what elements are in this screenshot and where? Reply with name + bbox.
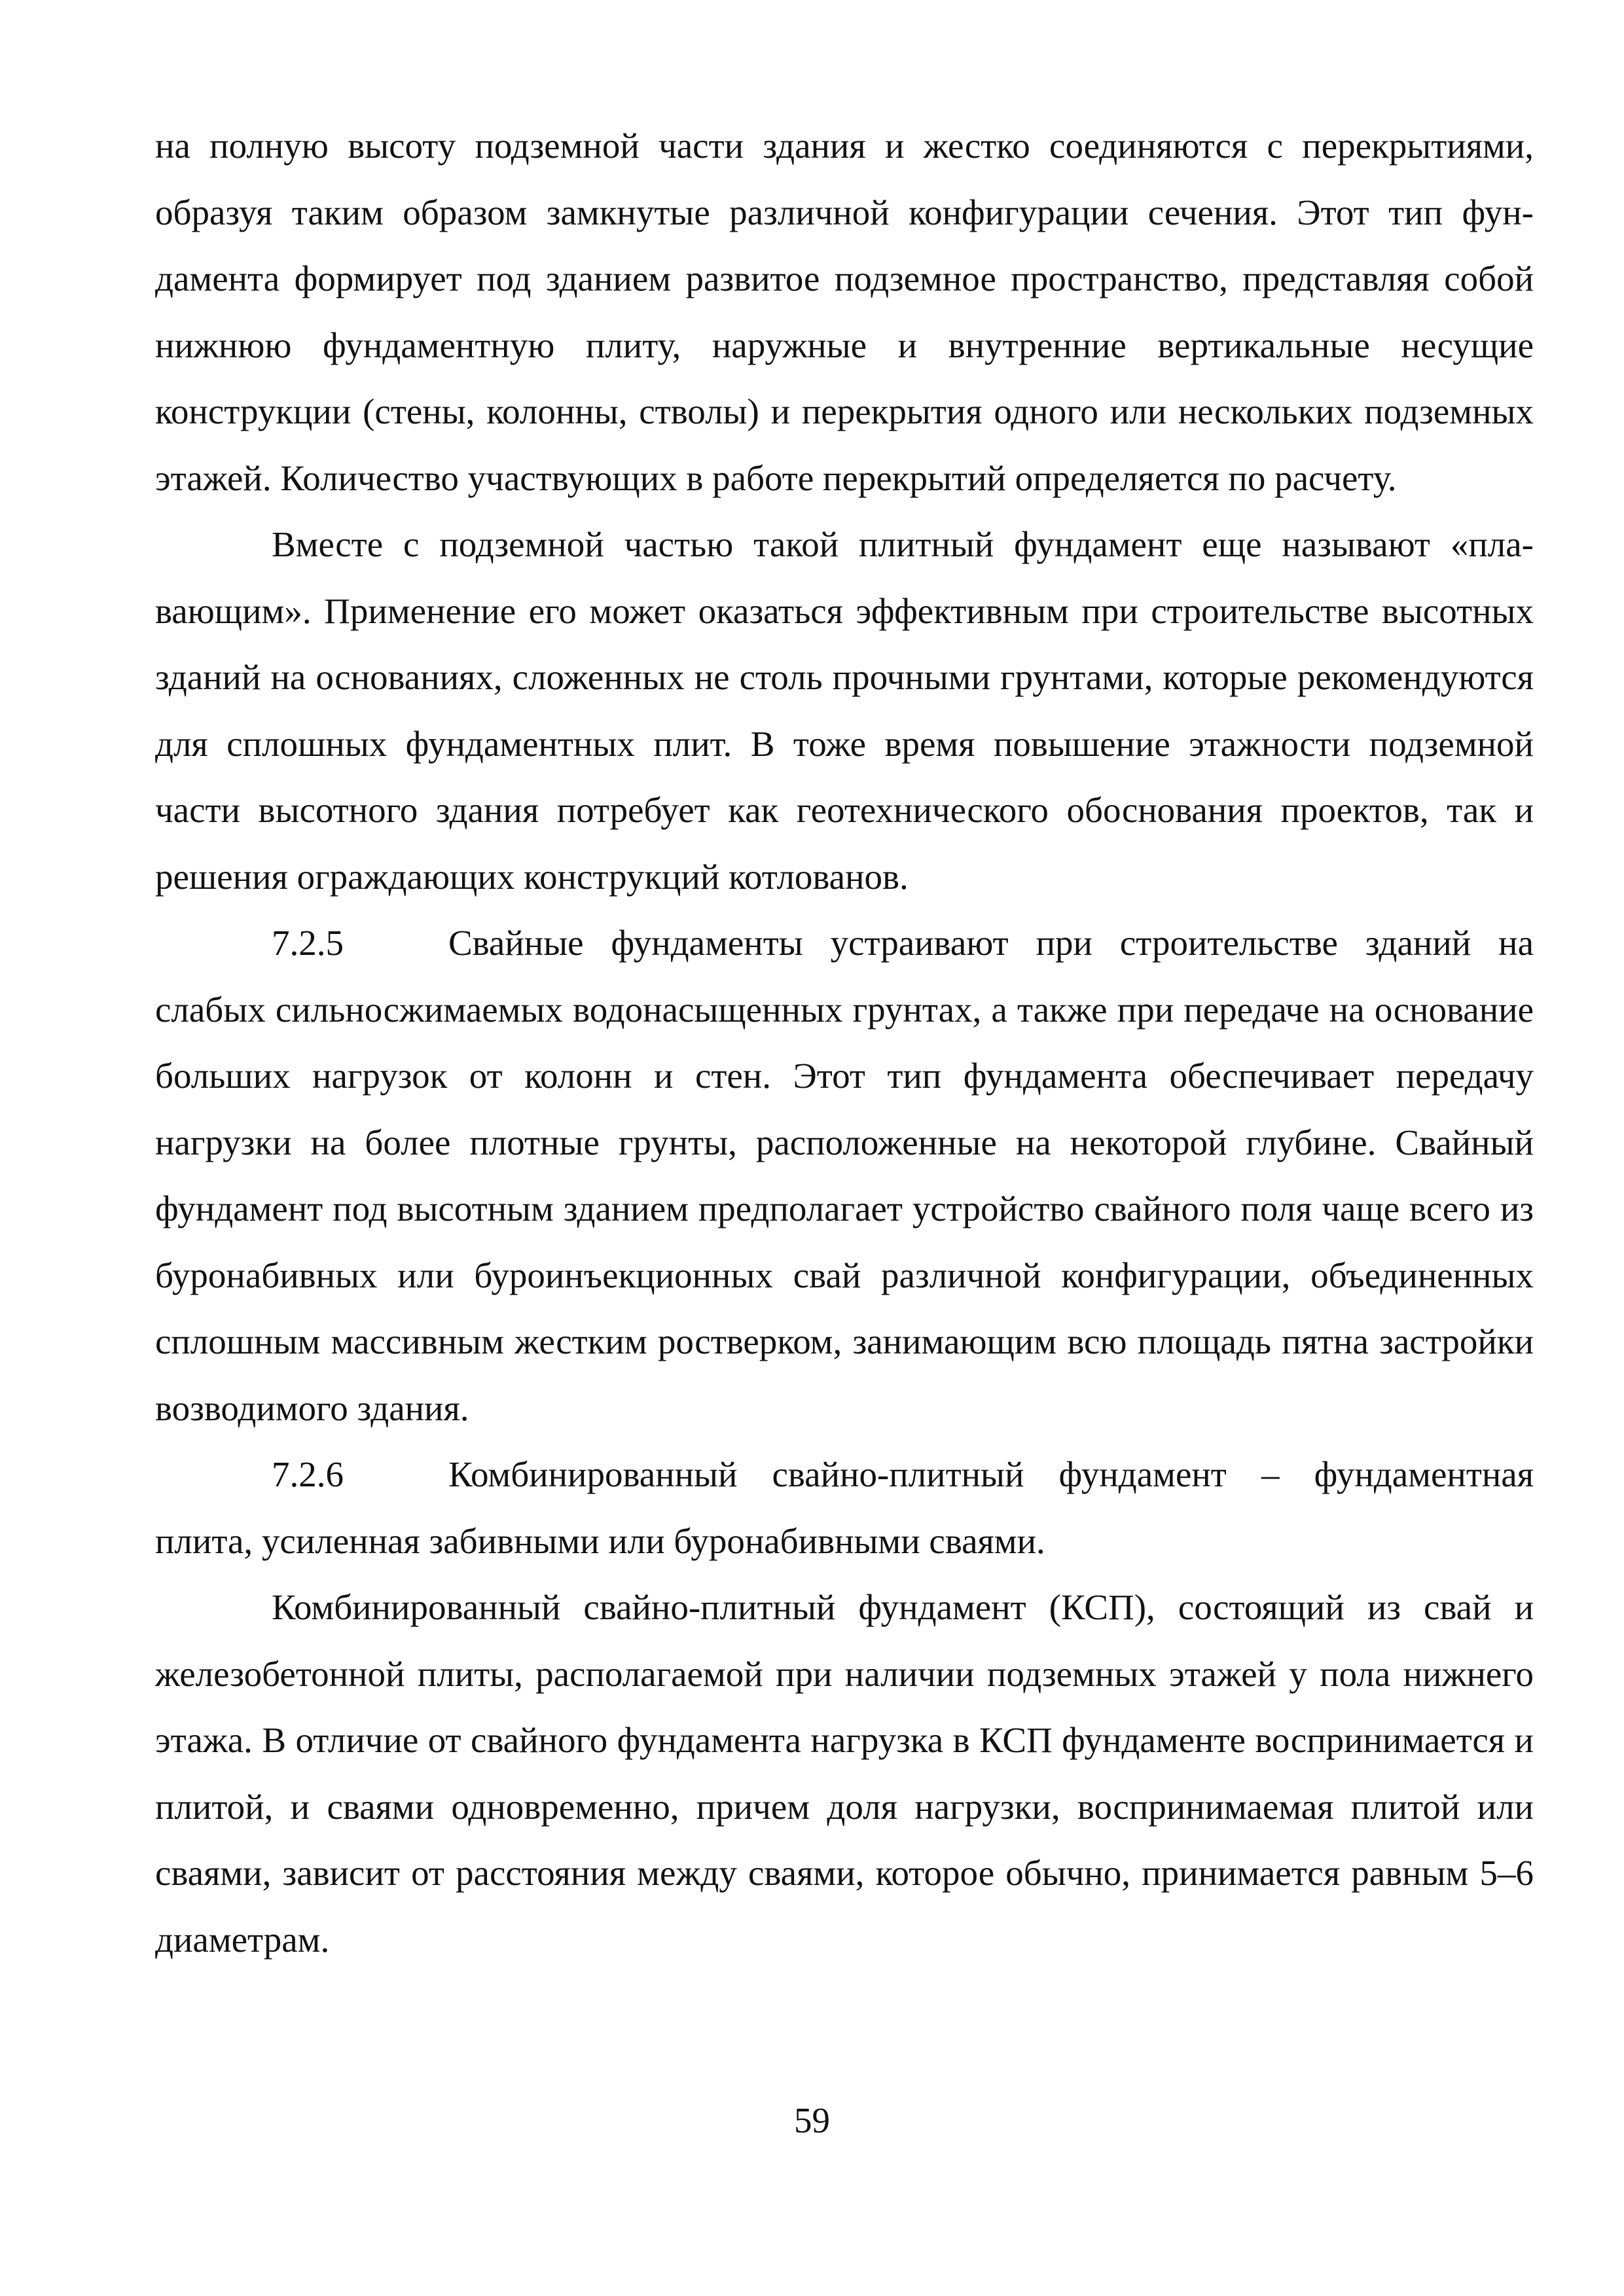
paragraph-text: на полную высоту подземной части здания и жестко соединяются с перекрытиями, образуя таким образом замкнутые различной конфигурации сечения. Этот тип фундамента формирует под зданием развитое подземное пространство, представляя собой нижнюю фундаментную плиту, наружные и внутренние вертикальные несущие конструкции (стены, колонны, стволы) и перекрытия одного или нескольких подземных этажей. Количество участвующих в работе перекрытий определяется по расчету. (155, 126, 1534, 498)
paragraph-text: Вместе с подземной частью такой плитный фундамент еще называют «плавающим». Применение его может оказаться эффективным при строительстве высотных зданий на основаниях, сложенных не столь прочными грунтами, которые рекомендуются для сплошных фундаментных плит. В тоже время повышение этажности подземной части высотного здания потребует как геотехнического обоснования проектов, так и решения ограждающих конструкций котлованов. (155, 524, 1534, 897)
paragraph-text: Свайные фундаменты устраивают при строительстве зданий на слабых сильносжимаемых водонасыщенных грунтах, а также при передаче на основание больших нагрузок от колонн и стен. Этот тип фундамента обеспечивает передачу нагрузки на более плотные грунты, расположенные на некоторой глубине. Свайный фундамент под высотным зданием предполагает устройство свайного поля чаще всего из буронабивных или буроинъекционных свай различной конфигурации, объединенных сплошным массивным жестким ростверком, занимающим всю площадь пятна застройки возводимого здания. (155, 923, 1534, 1428)
section-number: 7.2.6 (272, 1454, 344, 1494)
paragraph-combined-foundation (155, 1441, 1534, 1574)
paragraph-pile-foundations (155, 910, 1534, 1441)
section-number: 7.2.5 (272, 923, 344, 963)
paragraph-continuation (155, 113, 1534, 511)
paragraph-ksp (155, 1574, 1534, 1973)
body-text (155, 113, 1534, 1973)
paragraph-text: Комбинированный свайно-плитный фундамент (КСП), состоящий из свай и железобетонной плиты, располагаемой при наличии подземных этажей у пола нижнего этажа. В отличие от свайного фундамента нагрузка в КСП фундаменте воспринимается и плитой, и сваями одновременно, причем доля нагрузки, воспринимаемая плитой или сваями, зависит от расстояния между сваями, которое обычно, принимается равным 5–6 диаметрам. (155, 1587, 1534, 1960)
paragraph-floating-foundation (155, 511, 1534, 910)
paragraph-text: Комбинированный свайно-плитный фундамент – фундаментная плита, усиленная забивными или буронабивными сваями. (155, 1454, 1534, 1561)
page-number: 59 (794, 2100, 830, 2140)
